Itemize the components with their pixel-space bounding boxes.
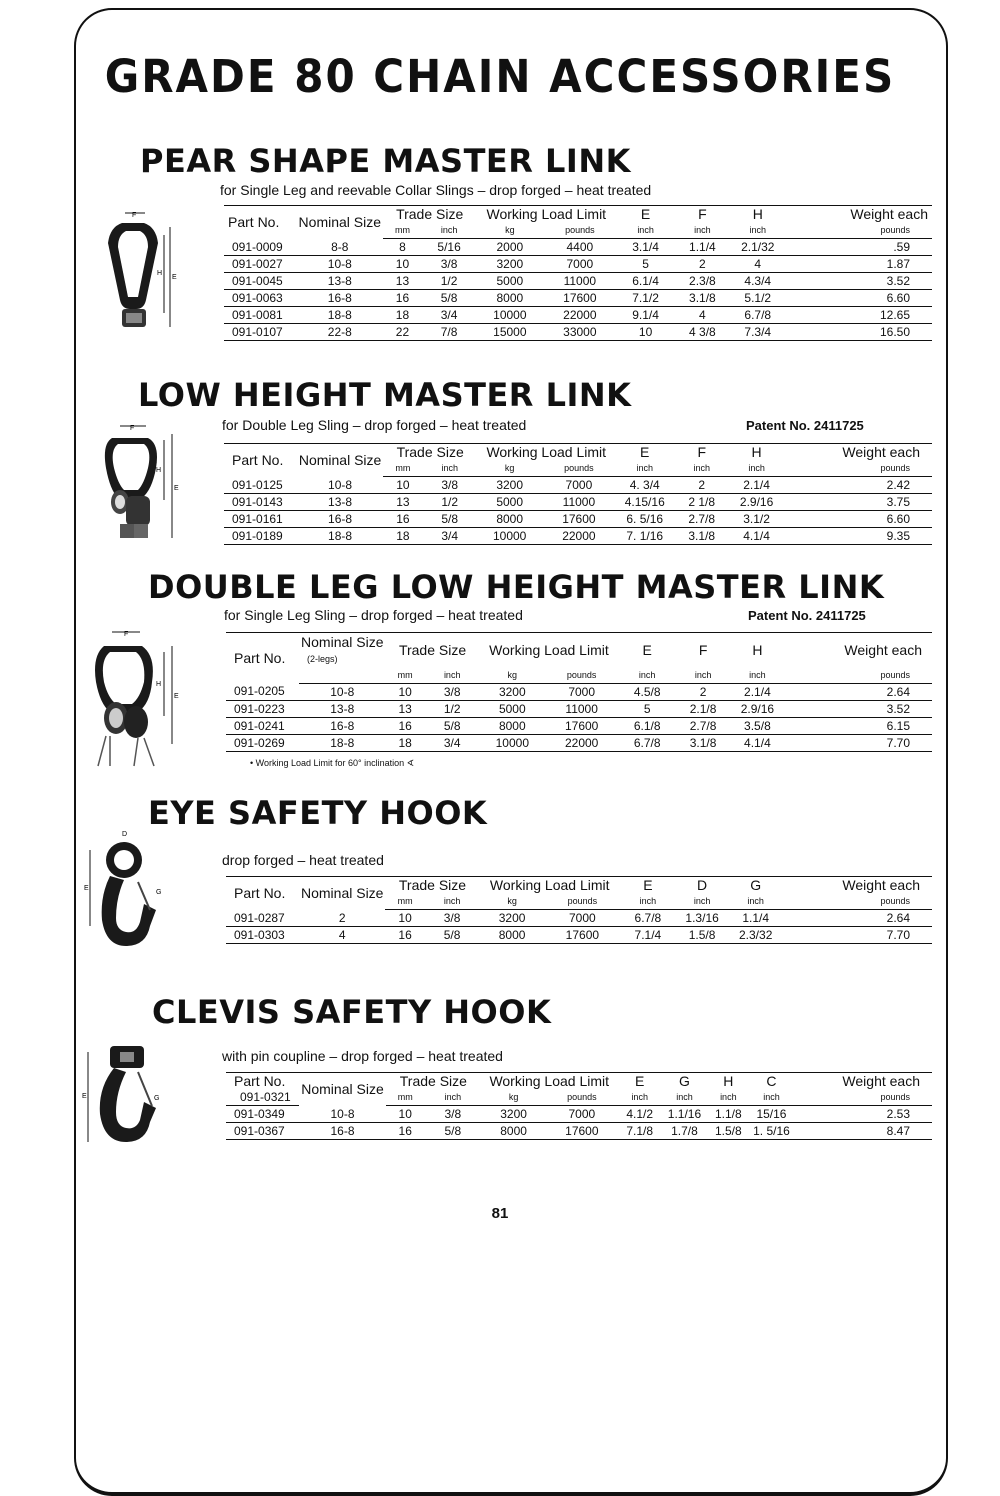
page-number: 81 (491, 1205, 509, 1222)
svg-text:E: E (174, 693, 179, 700)
table-cell: 2.7/8 (676, 717, 730, 734)
table-cell: 8000 (481, 1123, 546, 1140)
table-cell: 16 (383, 290, 422, 307)
table-cell: 4 (675, 307, 730, 324)
table-cell: 13-8 (299, 700, 385, 717)
table-cell: 3200 (476, 256, 543, 273)
table-cell: 4400 (543, 239, 616, 256)
svg-text:F: F (124, 631, 129, 638)
table-cell: 2.1/32 (730, 239, 786, 256)
part-number-cell: 091-0303 (226, 927, 299, 944)
table-cell: 11000 (545, 700, 618, 717)
table-cell: 10 (386, 1106, 425, 1123)
svg-text:D: D (122, 831, 128, 838)
table-cell: 16 (383, 511, 422, 528)
low-patent: Patent No. 2411725 (746, 418, 864, 433)
table-cell: 4 (730, 256, 786, 273)
table-cell: 4. 3/4 (615, 477, 674, 494)
eye-rows (226, 910, 932, 944)
table-cell: 3/4 (422, 307, 476, 324)
pear-spec-table: Part No. Nominal Size Trade Size Working Load Limit E F H Weight each mm inch kg pounds inch inch inch pounds 091-0009 8-8 8 5/16 2000 4400 3.1/4 1.1/4 2.1/32 .59 091-0027 10-8 10 3/8 3200 7000 5 2 4 1.87 091-0045 13-8 13 1/2 5000 11000 6.1/4 2.3/8 4.3/4 3.52 091-0063 16-8 16 5/8 8000 17600 7.1/2 3.1/8 5.1/2 6.60 091-0081 18-8 18 3/4 10000 22000 9.1/4 4 6.7/8 12.65 091-0107 22-8 22 7/8 15000 33000 10 4 3/8 7.3/4 16.50 (224, 205, 932, 341)
part-number-cell: 091-0241 (226, 717, 299, 734)
svg-text:E: E (84, 885, 89, 892)
table-cell: 17600 (545, 717, 618, 734)
table-cell: 10-8 (297, 256, 383, 273)
table-row (224, 239, 932, 256)
table-cell: 10-8 (297, 477, 383, 494)
col-f: F (675, 206, 730, 223)
double-spec-table: Part No. Nominal Size Trade Size Working Load Limit E F H Weight each (2-legs) mm inch kg pounds inch inch inch pounds 091-0205 10-8 10 3/8 3200 7000 4.5/8 2 2.1/4 2.64 091-0223 13-8 13 1/2 5000 11000 5 2.1/8 2.9/16 3.52 091-0241 16-8 16 5/8 8000 17600 6.1/8 2.7/8 3.5/8 6.15 091-0269 18-8 18 3/4 10000 22000 6.7/8 3.1/8 4.1/4 7.70 (226, 632, 932, 752)
table-row (224, 494, 932, 511)
table-cell: 17600 (543, 290, 616, 307)
table-cell: 7000 (542, 477, 615, 494)
table-cell: 18-8 (297, 528, 383, 545)
table-cell: 11000 (542, 494, 615, 511)
table-cell: 3.5/8 (730, 717, 785, 734)
eye-hook-illustration (84, 826, 170, 956)
table-cell: 3/8 (425, 910, 480, 927)
table-cell: 10 (383, 477, 422, 494)
table-cell: 5/8 (425, 927, 480, 944)
double-link-illustration (88, 626, 182, 776)
table-cell: .59 (786, 239, 932, 256)
low-rows (224, 477, 932, 545)
table-cell: 2.9/16 (730, 700, 785, 717)
table-cell: 8-8 (297, 239, 383, 256)
table-row (226, 1106, 932, 1123)
table-cell: 2.3/8 (675, 273, 730, 290)
svg-text:F: F (130, 425, 135, 432)
table-cell: 6.7/8 (730, 307, 786, 324)
dim-h-label: H (157, 270, 163, 277)
table-cell: 16-8 (297, 511, 383, 528)
svg-text:H: H (156, 467, 162, 474)
table-cell: 1.87 (786, 256, 932, 273)
table-cell: 5000 (476, 273, 543, 290)
table-cell: 8 (383, 239, 422, 256)
col-nominal-size: Nominal Size (297, 206, 383, 239)
table-cell: 6.7/8 (620, 910, 676, 927)
eye-section-title: EYE SAFETY HOOK (148, 794, 488, 832)
table-cell: 7000 (543, 256, 616, 273)
table-cell: 1.1/16 (662, 1106, 707, 1123)
table-cell: 1. 5/16 (750, 1123, 794, 1140)
clevis-spec-table: Part No. Nominal Size Trade Size Working Load Limit E G H C Weight each 091-0321 mm inch kg pounds inch inch inch inch pounds 091-0349 10-8 10 3/8 3200 7000 4.1/2 1.1/16 1.1/8 15/16 2.53 091-0367 16-8 16 5/8 8000 17600 7.1/8 1.7/8 1.5/8 1. 5/16 8.47 (226, 1072, 932, 1140)
table-cell: 5/8 (422, 511, 477, 528)
clevis-section-title: CLEVIS SAFETY HOOK (152, 993, 552, 1031)
table-cell: 13 (386, 700, 425, 717)
table-cell: 9.35 (784, 528, 932, 545)
table-cell: 7000 (546, 1106, 617, 1123)
table-cell: 5/8 (425, 1123, 481, 1140)
table-cell: 33000 (543, 324, 616, 341)
col-h: H (730, 206, 786, 223)
pear-section-subtitle: for Single Leg and reevable Collar Slings – drop forged – heat treated (220, 182, 652, 198)
part-number-cell: 091-0269 (226, 734, 299, 751)
table-cell: 7.70 (785, 734, 932, 751)
table-cell: 13 (383, 494, 422, 511)
table-cell: 2.42 (784, 477, 932, 494)
table-cell: 15000 (476, 324, 543, 341)
table-cell: 17600 (545, 927, 620, 944)
table-cell: 22000 (543, 307, 616, 324)
table-row (226, 717, 932, 734)
table-cell: 16 (385, 927, 424, 944)
table-cell: 2.9/16 (729, 494, 783, 511)
table-cell: 3.1/8 (674, 528, 729, 545)
table-cell: 3/8 (425, 1106, 481, 1123)
table-cell: 8000 (480, 717, 545, 734)
table-row (224, 477, 932, 494)
table-cell: 1.5/8 (676, 927, 729, 944)
part-number-cell: 091-0205 (226, 683, 299, 700)
table-cell: 1.3/16 (676, 910, 729, 927)
table-cell: 1/2 (425, 700, 480, 717)
part-number-cell: 091-0045 (224, 273, 297, 290)
table-cell: 2.53 (793, 1106, 932, 1123)
table-cell: 6. 5/16 (615, 511, 674, 528)
part-number-cell: 091-0107 (224, 324, 297, 341)
col-e: E (616, 206, 675, 223)
table-cell: 13-8 (297, 273, 383, 290)
table-cell: 10 (616, 324, 675, 341)
table-cell: 6.60 (786, 290, 932, 307)
table-cell: 7.1/8 (617, 1123, 661, 1140)
table-cell: 3/8 (422, 477, 477, 494)
double-section-subtitle: for Single Leg Sling – drop forged – heat treated (224, 607, 523, 623)
table-cell: 17600 (546, 1123, 617, 1140)
table-cell: 2 (299, 910, 385, 927)
table-cell: 8000 (479, 927, 544, 944)
dim-e-label: E (172, 274, 177, 281)
part-number-cell: 091-0223 (226, 700, 299, 717)
low-section-title: LOW HEIGHT MASTER LINK (138, 376, 632, 414)
table-cell: 2.64 (785, 683, 932, 700)
table-row (224, 324, 932, 341)
table-cell: 18-8 (297, 307, 383, 324)
part-number-cell: 091-0063 (224, 290, 297, 307)
table-cell: 10000 (480, 734, 545, 751)
table-cell: 2.7/8 (674, 511, 729, 528)
table-cell: 16-8 (297, 290, 383, 307)
col-weight: Weight each (786, 206, 932, 223)
table-cell: 22 (383, 324, 422, 341)
table-cell: 18 (386, 734, 425, 751)
table-cell: 2.1/4 (730, 683, 785, 700)
part-number-cell: 091-0143 (224, 494, 297, 511)
table-cell: 1.1/4 (728, 910, 783, 927)
table-cell: 13-8 (297, 494, 383, 511)
table-cell: 1.5/8 (707, 1123, 750, 1140)
table-cell: 5000 (477, 494, 542, 511)
col-part-no: Part No. (224, 206, 297, 239)
col-wll: Working Load Limit (476, 206, 616, 223)
table-cell: 10000 (477, 528, 542, 545)
table-cell: 22000 (542, 528, 615, 545)
table-cell: 10-8 (299, 683, 385, 700)
table-cell: 2 1/8 (674, 494, 729, 511)
table-cell: 8000 (476, 290, 543, 307)
part-number-cell: 091-0287 (226, 910, 299, 927)
table-cell: 5/8 (425, 717, 480, 734)
part-number-cell: 091-0009 (224, 239, 297, 256)
table-cell: 3.75 (784, 494, 932, 511)
table-cell: 22-8 (297, 324, 383, 341)
table-cell: 6.7/8 (618, 734, 676, 751)
table-cell: 18-8 (299, 734, 385, 751)
dim-f-label: F (132, 212, 137, 219)
table-row (226, 927, 932, 944)
table-cell: 3.52 (786, 273, 932, 290)
table-cell: 6.1/4 (616, 273, 675, 290)
table-cell: 1.1/8 (707, 1106, 750, 1123)
table-cell: 3200 (477, 477, 542, 494)
clevis-rows (226, 1106, 932, 1140)
table-row (224, 290, 932, 307)
table-cell: 18 (383, 307, 422, 324)
table-cell: 5/16 (422, 239, 476, 256)
table-cell: 3200 (481, 1106, 546, 1123)
svg-text:E: E (82, 1093, 87, 1100)
table-cell: 1.7/8 (662, 1123, 707, 1140)
table-row (224, 511, 932, 528)
table-cell: 3.1/8 (676, 734, 730, 751)
table-cell: 2 (676, 683, 730, 700)
table-cell: 7.3/4 (730, 324, 786, 341)
table-cell: 3.1/2 (729, 511, 783, 528)
double-section-title: DOUBLE LEG LOW HEIGHT MASTER LINK (148, 568, 885, 606)
table-cell: 3.1/8 (675, 290, 730, 307)
table-cell: 17600 (542, 511, 615, 528)
table-cell: 2 (675, 256, 730, 273)
table-cell: 7.70 (783, 927, 932, 944)
part-number-cell: 091-0189 (224, 528, 297, 545)
table-cell: 7000 (545, 683, 618, 700)
table-cell: 4.15/16 (615, 494, 674, 511)
table-row (224, 528, 932, 545)
table-cell: 5 (618, 700, 676, 717)
table-cell: 7.1/2 (616, 290, 675, 307)
low-spec-table: Part No. Nominal Size Trade Size Working Load Limit E F H Weight each mm inch kg pounds inch inch inch pounds 091-0125 10-8 10 3/8 3200 7000 4. 3/4 2 2.1/4 2.42 091-0143 13-8 13 1/2 5000 11000 4.15/16 2 1/8 2.9/16 3.75 091-0161 16-8 16 5/8 8000 17600 6. 5/16 2.7/8 3.1/2 6.60 091-0189 18-8 18 3/4 10000 22000 7. 1/16 3.1/8 4.1/4 9.35 (224, 443, 932, 545)
table-cell: 7. 1/16 (615, 528, 674, 545)
pear-rows (224, 239, 932, 341)
table-row (226, 683, 932, 700)
part-number-cell: 091-0081 (224, 307, 297, 324)
table-cell: 4.3/4 (730, 273, 786, 290)
table-cell: 3.52 (785, 700, 932, 717)
table-cell: 4.1/2 (617, 1106, 661, 1123)
table-cell: 16 (386, 1123, 425, 1140)
table-cell: 2.64 (783, 910, 932, 927)
table-cell: 4 3/8 (675, 324, 730, 341)
part-number-cell: 091-0125 (224, 477, 297, 494)
table-cell: 10 (383, 256, 422, 273)
table-cell: 5 (616, 256, 675, 273)
double-patent: Patent No. 2411725 (748, 608, 866, 623)
wll-footnote: • Working Load Limit for 60° inclination ∢ (250, 758, 415, 768)
pear-link-illustration (100, 205, 178, 340)
table-cell: 7000 (545, 910, 620, 927)
table-cell: 1.1/4 (675, 239, 730, 256)
table-cell: 4 (299, 927, 385, 944)
table-cell: 16-8 (299, 717, 385, 734)
table-cell: 11000 (543, 273, 616, 290)
table-cell: 22000 (545, 734, 618, 751)
table-row (224, 256, 932, 273)
table-cell: 3/8 (422, 256, 476, 273)
table-cell: 5000 (480, 700, 545, 717)
low-link-illustration (98, 420, 180, 555)
table-row (224, 307, 932, 324)
table-cell: 2.3/32 (728, 927, 783, 944)
pear-section-title: PEAR SHAPE MASTER LINK (140, 142, 631, 180)
table-cell: 6.60 (784, 511, 932, 528)
table-cell: 10 (385, 910, 424, 927)
svg-text:G: G (156, 889, 162, 896)
table-cell: 2 (674, 477, 729, 494)
table-cell: 18 (383, 528, 422, 545)
table-cell: 4.1/4 (729, 528, 783, 545)
table-cell: 3/8 (425, 683, 480, 700)
table-cell: 10 (386, 683, 425, 700)
part-number-cell: 091-0349 (226, 1106, 299, 1123)
table-cell: 2.1/8 (676, 700, 730, 717)
table-cell: 2.1/4 (729, 477, 783, 494)
part-number-cell: 091-0367 (226, 1123, 299, 1140)
table-cell: 10000 (476, 307, 543, 324)
table-cell: 12.65 (786, 307, 932, 324)
clevis-section-subtitle: with pin coupline – drop forged – heat treated (222, 1048, 503, 1064)
table-cell: 10-8 (299, 1106, 385, 1123)
table-cell: 7/8 (422, 324, 476, 341)
table-cell: 15/16 (750, 1106, 794, 1123)
table-cell: 7.1/4 (620, 927, 676, 944)
table-cell: 3/4 (425, 734, 480, 751)
table-row (226, 700, 932, 717)
part-number-cell: 091-0161 (224, 511, 297, 528)
table-cell: 5/8 (422, 290, 476, 307)
table-cell: 4.5/8 (618, 683, 676, 700)
table-cell: 16-8 (299, 1123, 385, 1140)
table-cell: 1/2 (422, 494, 477, 511)
eye-spec-table: Part No. Nominal Size Trade Size Working Load Limit E D G Weight each mm inch kg pounds inch inch inch pounds 091-0287 2 10 3/8 3200 7000 6.7/8 1.3/16 1.1/4 2.64 091-0303 4 16 5/8 8000 17600 7.1/4 1.5/8 2.3/32 7.70 (226, 876, 932, 944)
svg-text:G: G (154, 1095, 160, 1102)
table-cell: 3200 (479, 910, 544, 927)
table-cell: 1/2 (422, 273, 476, 290)
part-number-cell: 091-0027 (224, 256, 297, 273)
table-row (226, 734, 932, 751)
table-cell: 13 (383, 273, 422, 290)
eye-section-subtitle: drop forged – heat treated (222, 852, 384, 868)
low-section-subtitle: for Double Leg Sling – drop forged – heat treated (222, 417, 527, 433)
svg-text:E: E (174, 485, 179, 492)
table-cell: 6.1/8 (618, 717, 676, 734)
clevis-hook-illustration (80, 1042, 170, 1157)
table-cell: 8000 (477, 511, 542, 528)
table-cell: 3200 (480, 683, 545, 700)
col-trade-size: Trade Size (383, 206, 476, 223)
table-row (226, 910, 932, 927)
table-cell: 9.1/4 (616, 307, 675, 324)
table-cell: 4.1/4 (730, 734, 785, 751)
table-cell: 16.50 (786, 324, 932, 341)
table-cell: 3.1/4 (616, 239, 675, 256)
table-row (224, 273, 932, 290)
table-cell: 16 (386, 717, 425, 734)
table-row (226, 1123, 932, 1140)
table-cell: 2000 (476, 239, 543, 256)
table-cell: 6.15 (785, 717, 932, 734)
double-rows (226, 683, 932, 751)
table-cell: 5.1/2 (730, 290, 786, 307)
svg-text:H: H (156, 681, 162, 688)
table-cell: 3/4 (422, 528, 477, 545)
page-title: GRADE 80 CHAIN ACCESSORIES (104, 50, 896, 103)
table-cell: 8.47 (793, 1123, 932, 1140)
